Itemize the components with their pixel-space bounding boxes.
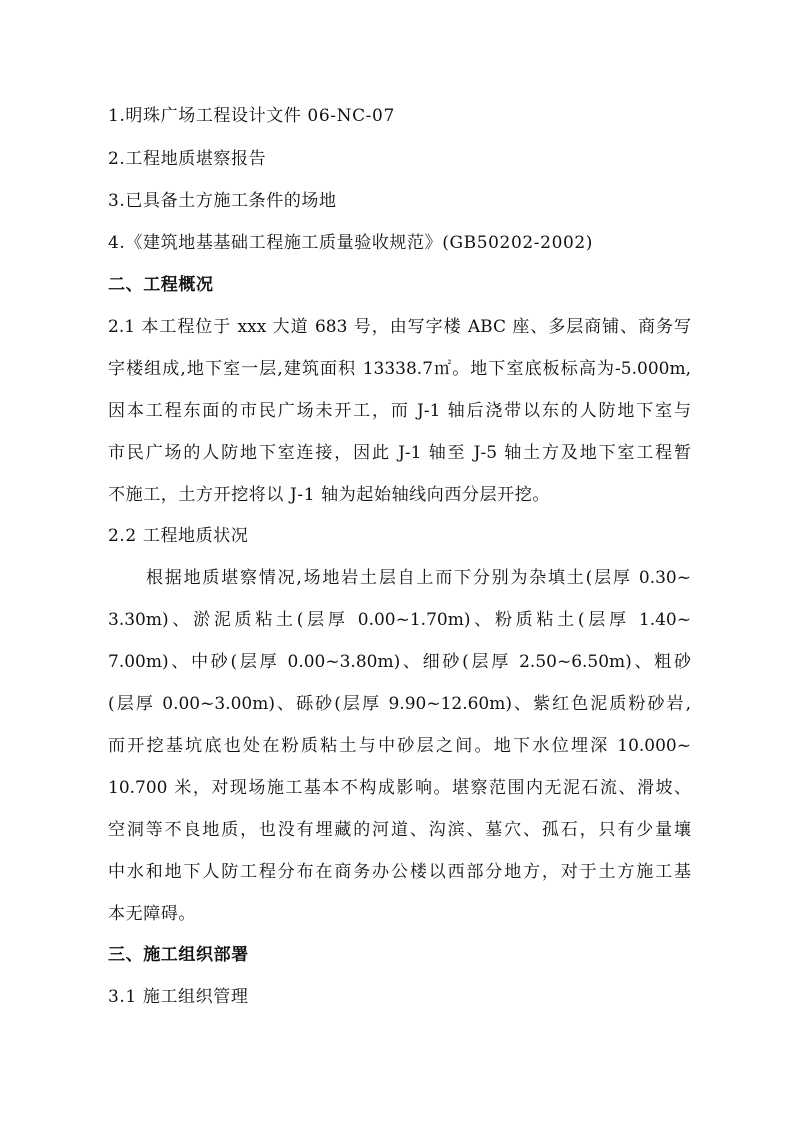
paragraph-line: 空洞等不良地质，也没有埋藏的河道、沟滨、墓穴、孤石，只有少量壤 bbox=[108, 820, 691, 840]
basis-item-3: 3.已具备土方施工条件的场地 bbox=[108, 191, 337, 211]
paragraph-line: 字楼组成,地下室一层,建筑面积 13338.7㎡。地下室底板标高为-5.000m, bbox=[108, 359, 691, 379]
paragraph-line: 2.1 本工程位于 xxx 大道 683 号，由写字楼 ABC 座、多层商铺、商务写 bbox=[108, 317, 691, 337]
paragraph-line: 中水和地下人防工程分布在商务办公楼以西部分地方，对于土方施工基 bbox=[108, 862, 691, 882]
paragraph-line: 市民广场的人防地下室连接，因此 J-1 轴至 J-5 轴土方及地下室工程暂 bbox=[108, 443, 691, 463]
basis-item-1: 1.明珠广场工程设计文件 06-NC-07 bbox=[108, 106, 395, 126]
subsection-title-management: 3.1 施工组织管理 bbox=[108, 987, 249, 1007]
subsection-title-geology: 2.2 工程地质状况 bbox=[108, 526, 249, 546]
basis-item-4: 4.《建筑地基基础工程施工质量验收规范》(GB50202-2002) bbox=[108, 233, 594, 253]
paragraph-line: 不施工，土方开挖将以 J-1 轴为起始轴线向西分层开挖。 bbox=[108, 485, 550, 505]
section-heading-overview: 二、工程概况 bbox=[108, 275, 214, 295]
paragraph-line: 10.700 米，对现场施工基本不构成影响。堪察范围内无泥石流、滑坡、 bbox=[108, 778, 691, 798]
section-heading-deployment: 三、施工组织部署 bbox=[108, 945, 249, 965]
paragraph-line: 7.00m)、中砂(层厚 0.00~3.80m)、细砂(层厚 2.50~6.50m)、粗砂 bbox=[108, 652, 691, 672]
basis-item-2: 2.工程地质堪察报告 bbox=[108, 149, 267, 169]
paragraph-line: 因本工程东面的市民广场未开工，而 J-1 轴后浇带以东的人防地下室与 bbox=[108, 401, 691, 421]
paragraph-line: (层厚 0.00~3.00m)、砾砂(层厚 9.90~12.60m)、紫红色泥质粉砂岩, bbox=[108, 694, 691, 714]
paragraph-line: 本无障碍。 bbox=[108, 904, 196, 924]
paragraph-line: 3.30m)、淤泥质粘土(层厚 0.00~1.70m)、粉质粘土(层厚 1.40~ bbox=[108, 610, 691, 630]
paragraph-line: 而开挖基坑底也处在粉质粘土与中砂层之间。地下水位埋深 10.000~ bbox=[108, 736, 691, 756]
paragraph-line: 根据地质堪察情况,场地岩土层自上而下分别为杂填土(层厚 0.30~ bbox=[146, 568, 691, 588]
